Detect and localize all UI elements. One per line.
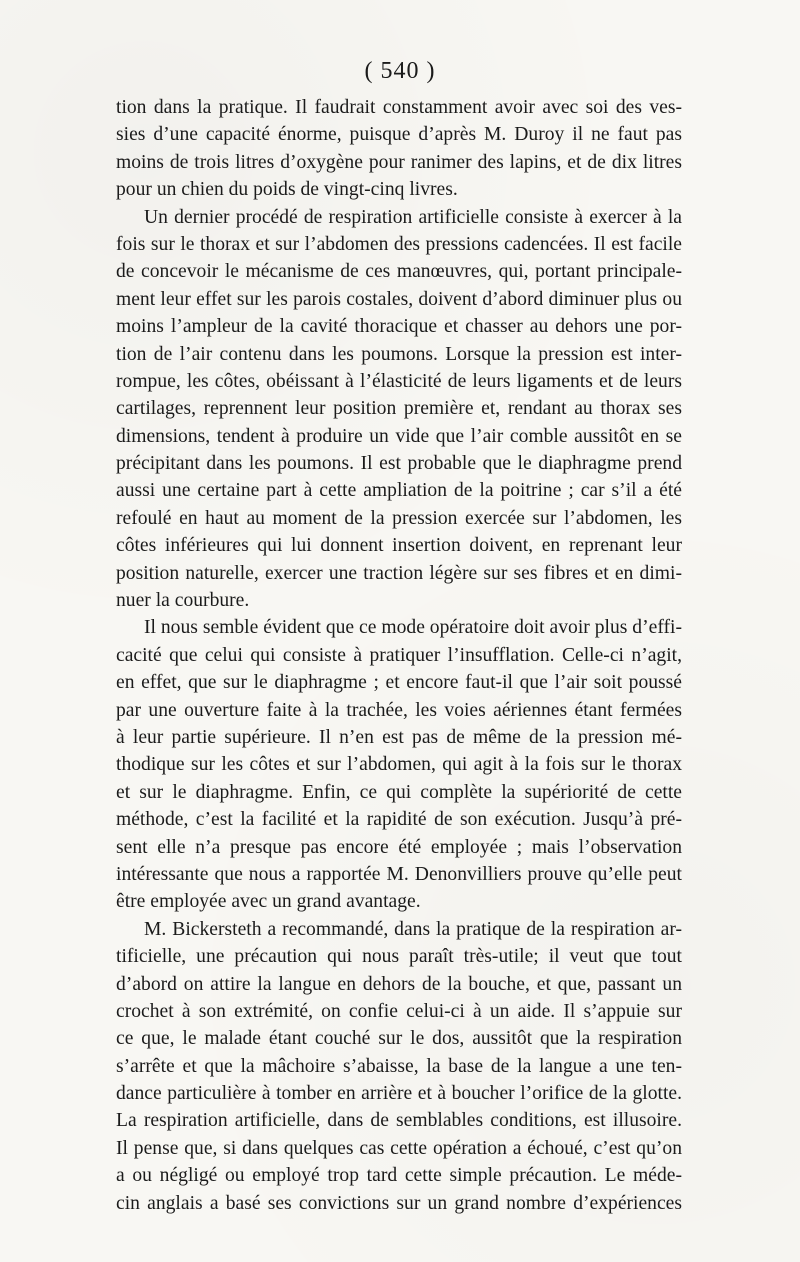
text-line: aussi une certaine part à cette ampliation de la poitrine ; car s’il a été bbox=[116, 480, 682, 502]
text-line: crochet à son extrémité, on confie celui-ci à un aide. Il s’appuie sur bbox=[116, 1000, 682, 1022]
text-line: cin anglais a basé ses convictions sur un grand nombre d’expériences bbox=[116, 1192, 682, 1214]
text-line: s’arrête et que la mâchoire s’abaisse, la base de la langue a une ten- bbox=[116, 1055, 682, 1077]
text-line: La respiration artificielle, dans de semblables conditions, est illusoire. bbox=[116, 1110, 682, 1132]
text-line: intéressante que nous a rapportée M. Denonvilliers prouve qu’elle peut bbox=[116, 863, 682, 885]
text-line: pour un chien du poids de vingt-cinq livres. bbox=[116, 179, 458, 201]
page-number: ( 540 ) bbox=[364, 58, 436, 84]
text-line: thodique sur les côtes et sur l’abdomen, qui agit à la fois sur le thorax bbox=[116, 754, 682, 776]
text-line: à leur partie supérieure. Il n’en est pas de même de la pression mé- bbox=[116, 726, 682, 748]
text-line: et sur le diaphragme. Enfin, ce qui complète la supériorité de cette bbox=[116, 781, 682, 803]
text-line: être employée avec un grand avantage. bbox=[116, 891, 421, 913]
text-line: refoulé en haut au moment de la pression exercée sur l’abdomen, les bbox=[116, 507, 682, 529]
text-line: moins l’ampleur de la cavité thoracique et chasser au dehors une por- bbox=[116, 316, 682, 338]
text-line: rompue, les côtes, obéissant à l’élasticité de leurs ligaments et de leurs bbox=[116, 370, 682, 392]
text-line: ce que, le malade étant couché sur le dos, aussitôt que la respiration bbox=[116, 1028, 682, 1050]
text-line: sies d’une capacité énorme, puisque d’après M. Duroy il ne faut pas bbox=[116, 124, 682, 146]
text-line: sent elle n’a presque pas encore été employée ; mais l’observation bbox=[116, 836, 682, 858]
text-line: tificielle, une précaution qui nous paraît très-utile; il veut que tout bbox=[116, 946, 682, 968]
text-line: d’abord on attire la langue en dehors de la bouche, et que, passant un bbox=[116, 973, 682, 995]
text-line: fois sur le thorax et sur l’abdomen des pressions cadencées. Il est facile bbox=[116, 233, 682, 255]
text-line: cacité que celui qui consiste à pratiquer l’insufflation. Celle-ci n’agit, bbox=[116, 644, 682, 666]
text-line: méthode, c’est la facilité et la rapidité de son exécution. Jusqu’à pré- bbox=[116, 809, 682, 831]
text-line: cartilages, reprennent leur position première et, rendant au thorax ses bbox=[116, 398, 682, 420]
text-line: position naturelle, exercer une traction légère sur ses fibres et en dimi- bbox=[116, 562, 682, 584]
text-line: côtes inférieures qui lui donnent insertion doivent, en reprenant leur bbox=[116, 535, 682, 557]
text-line: moins de trois litres d’oxygène pour ranimer des lapins, et de dix litres bbox=[116, 151, 682, 173]
text-line: Un dernier procédé de respiration artificielle consiste à exercer à la bbox=[144, 206, 682, 228]
text-line: a ou négligé ou employé trop tard cette simple précaution. Le méde- bbox=[116, 1165, 682, 1187]
text-line: de concevoir le mécanisme de ces manœuvres, qui, portant principale- bbox=[116, 261, 682, 283]
text-line: tion dans la pratique. Il faudrait constamment avoir avec soi des ves- bbox=[116, 97, 682, 118]
text-line: Il pense que, si dans quelques cas cette opération a échoué, c’est qu’on bbox=[116, 1137, 682, 1159]
text-line: nuer la courbure. bbox=[116, 590, 250, 612]
text-line: ment leur effet sur les parois costales, doivent d’abord diminuer plus ou bbox=[116, 288, 682, 310]
text-line: dimensions, tendent à produire un vide que l’air comble aussitôt en se bbox=[116, 425, 682, 447]
text-line: dance particulière à tomber en arrière et à boucher l’orifice de la glotte. bbox=[116, 1083, 682, 1105]
text-line: en effet, que sur le diaphragme ; et encore faut-il que l’air soit poussé bbox=[116, 672, 682, 694]
body-text bbox=[116, 94, 682, 1217]
text-line: précipitant dans les poumons. Il est probable que le diaphragme prend bbox=[116, 453, 682, 475]
text-line: par une ouverture faite à la trachée, les voies aériennes étant fermées bbox=[116, 699, 682, 721]
text-line: M. Bickersteth a recommandé, dans la pratique de la respiration ar- bbox=[144, 918, 682, 940]
text-line: tion de l’air contenu dans les poumons. Lorsque la pression est inter- bbox=[116, 343, 682, 365]
text-line: Il nous semble évident que ce mode opératoire doit avoir plus d’effi- bbox=[144, 617, 682, 639]
